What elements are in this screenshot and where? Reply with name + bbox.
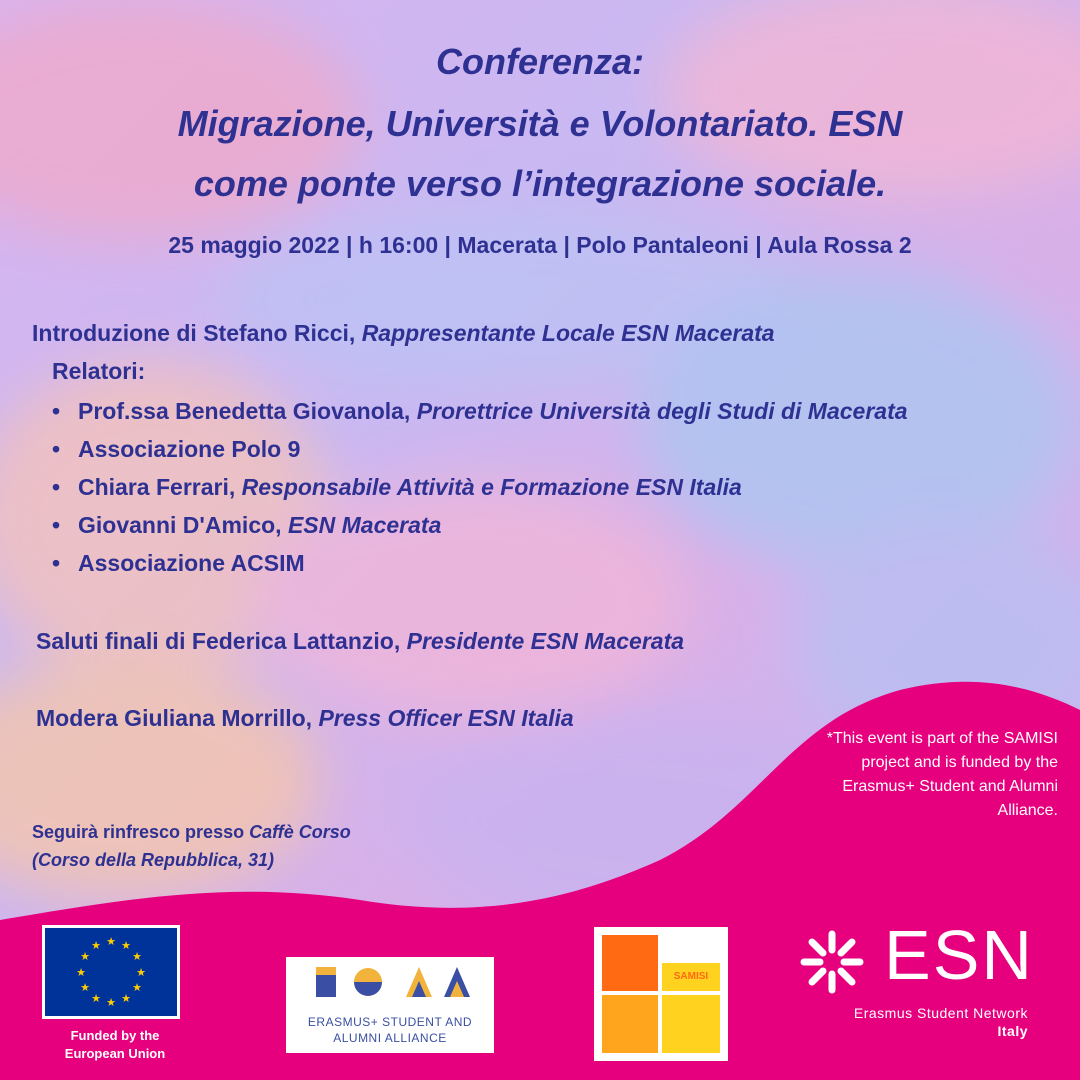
esn-subtitle: Erasmus Student Network Italy <box>800 1004 1028 1040</box>
svg-text:★: ★ <box>91 939 101 952</box>
refreshment-line-1: Seguirà rinfresco presso Caffè Corso <box>32 822 351 842</box>
title-line-3: come ponte verso l’integrazione sociale. <box>193 163 887 204</box>
title-line-1: Conferenza: <box>435 41 645 82</box>
samisi-label: SAMISI <box>662 963 720 991</box>
bullet-icon: • <box>52 398 61 424</box>
speaker-name: Associazione ACSIM <box>78 550 305 576</box>
refreshment-line-2: (Corso della Repubblica, 31) <box>32 850 275 870</box>
bullet-icon: • <box>52 436 61 462</box>
funding-note: *This event is part of the SAMISI project and is funded by the Erasmus+ Student and Alumni Alliance. <box>826 730 1058 819</box>
speaker-item <box>52 548 908 586</box>
samisi-square-yellow <box>662 995 720 1053</box>
samisi-square-orange <box>602 935 658 991</box>
speaker-name: Chiara Ferrari, <box>78 474 242 500</box>
speaker-role: ESN Macerata <box>287 512 442 538</box>
intro-role: Rappresentante Locale ESN Macerata <box>361 320 775 346</box>
eu-flag-logo <box>42 925 180 1019</box>
intro-line <box>32 320 775 347</box>
svg-text:★: ★ <box>132 981 142 994</box>
svg-text:★: ★ <box>121 992 131 1005</box>
svg-text:★: ★ <box>132 950 142 963</box>
svg-text:★: ★ <box>76 966 86 979</box>
speaker-item <box>52 434 908 472</box>
svg-text:★: ★ <box>136 966 146 979</box>
intro-name: Introduzione di Stefano Ricci, <box>32 320 362 346</box>
svg-text:★: ★ <box>106 935 116 948</box>
samisi-logo <box>594 927 728 1061</box>
svg-text:★: ★ <box>80 950 90 963</box>
speaker-name: Prof.ssa Benedetta Giovanola, <box>78 398 417 424</box>
speaker-role: Prorettrice Università degli Studi di Macerata <box>416 398 908 424</box>
event-date-location: 25 maggio 2022 | h 16:00 | Macerata | Polo Pantaleoni | Aula Rossa 2 <box>168 232 912 258</box>
eu-flag-icon <box>42 925 180 1019</box>
moderator-line <box>36 705 574 732</box>
speaker-role: Responsabile Attività e Formazione ESN Italia <box>241 474 742 500</box>
speaker-item <box>52 396 908 434</box>
speakers-list <box>52 396 908 586</box>
esaa-mark-icon <box>286 957 494 1009</box>
esaa-caption: ERASMUS+ STUDENT AND ALUMNI ALLIANCE <box>307 1015 473 1045</box>
esn-wordmark: ESN <box>884 916 1034 994</box>
speaker-name: Giovanni D'Amico, <box>78 512 288 538</box>
closing-name: Saluti finali di Federica Lattanzio, <box>36 628 407 654</box>
speaker-name: Associazione Polo 9 <box>78 436 301 462</box>
refreshment-info <box>32 818 351 874</box>
bullet-icon: • <box>52 550 61 576</box>
closing-role: Presidente ESN Macerata <box>406 628 685 654</box>
eu-caption: Funded by the European Union <box>64 1028 166 1061</box>
moderator-role: Press Officer ESN Italia <box>318 705 574 731</box>
svg-text:★: ★ <box>121 939 131 952</box>
esn-star-icon <box>800 930 864 994</box>
bullet-icon: • <box>52 474 61 500</box>
closing-line <box>36 628 684 655</box>
svg-text:★: ★ <box>91 992 101 1005</box>
moderator-name: Modera Giuliana Morrillo, <box>36 705 319 731</box>
title-line-2: Migrazione, Università e Volontariato. ESN <box>177 103 903 144</box>
svg-text:★: ★ <box>80 981 90 994</box>
speakers-label: Relatori: <box>52 358 146 384</box>
refreshment-venue: Caffè Corso <box>249 822 351 842</box>
speaker-item <box>52 510 908 548</box>
speaker-item <box>52 472 908 510</box>
bullet-icon: • <box>52 512 61 538</box>
esaa-logo <box>286 957 494 1053</box>
samisi-square-amber <box>602 995 658 1053</box>
esn-country: Italy <box>997 1023 1028 1039</box>
svg-text:★: ★ <box>106 996 116 1009</box>
